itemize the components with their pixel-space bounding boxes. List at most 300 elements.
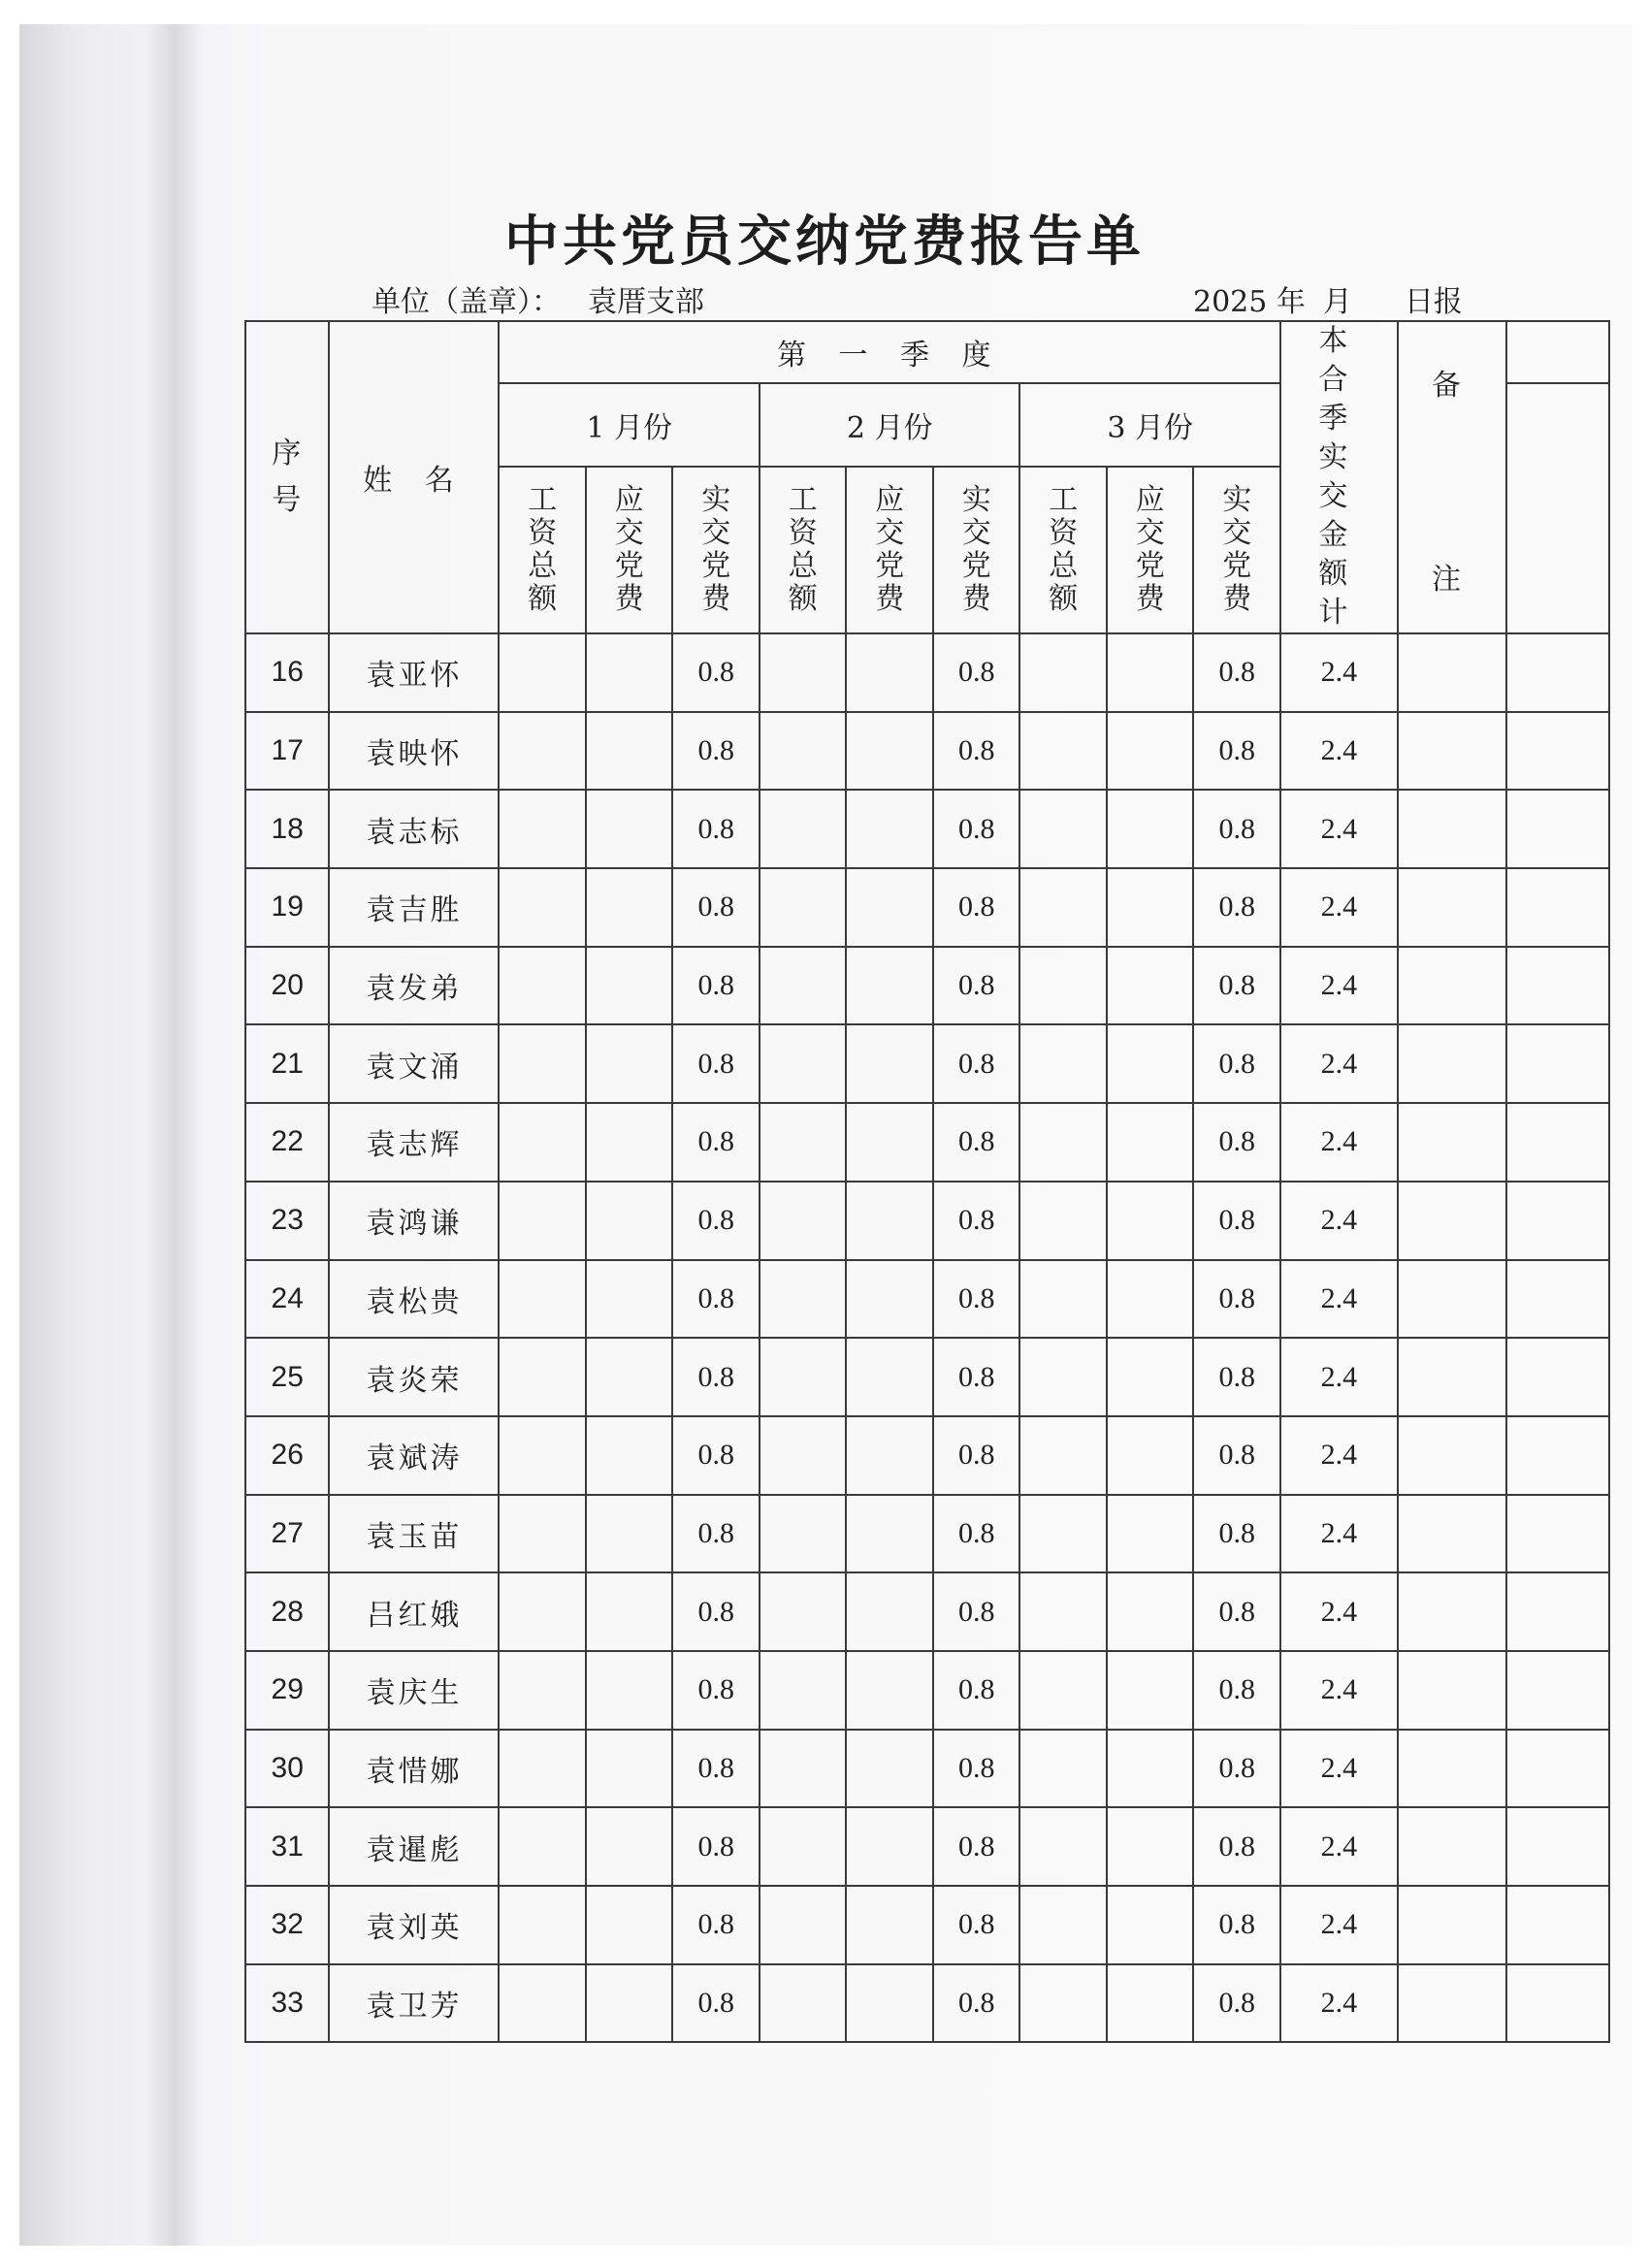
cell-m1-salary (499, 712, 586, 791)
cell-m1-salary (499, 1730, 586, 1808)
cell-m3-due (1107, 633, 1194, 712)
cell-m1-due (586, 1886, 673, 1964)
cell-m3-salary (1019, 1338, 1107, 1416)
cell-m1-due (586, 712, 673, 791)
cell-remark (1398, 1964, 1507, 2043)
cell-name: 袁惜娜 (329, 1730, 499, 1808)
table-row (245, 1182, 1609, 1260)
unit-name: 袁厝支部 (588, 285, 704, 319)
cell-extra (1506, 1572, 1609, 1651)
cell-seq: 32 (245, 1886, 329, 1964)
table-body (245, 633, 1609, 2042)
cell-m1-due (586, 1651, 673, 1730)
header-month-3: 3 月份 (1019, 383, 1280, 467)
cell-total: 2.4 (1280, 1807, 1398, 1886)
cell-m3-paid: 0.8 (1193, 790, 1280, 868)
cell-name: 袁鸿谦 (329, 1182, 499, 1260)
cell-m3-due (1107, 790, 1194, 868)
cell-m3-due (1107, 1495, 1194, 1573)
cell-name: 袁志标 (329, 790, 499, 868)
cell-m2-due (846, 1182, 933, 1260)
cell-m2-paid: 0.8 (933, 712, 1020, 791)
cell-m2-due (846, 1651, 933, 1730)
cell-m2-due (846, 1103, 933, 1182)
cell-seq: 28 (245, 1572, 329, 1651)
cell-m2-salary (760, 1730, 847, 1808)
cell-extra (1506, 1024, 1609, 1103)
cell-m3-paid: 0.8 (1193, 633, 1280, 712)
cell-name: 袁庆生 (329, 1651, 499, 1730)
cell-total: 2.4 (1280, 1572, 1398, 1651)
cell-m1-due (586, 1024, 673, 1103)
table-row (245, 712, 1609, 791)
unit-line (372, 277, 704, 320)
cell-m2-paid: 0.8 (933, 1964, 1020, 2043)
cell-m1-due (586, 1807, 673, 1886)
cell-total: 2.4 (1280, 1495, 1398, 1573)
cell-m2-due (846, 1416, 933, 1495)
cell-m3-salary (1019, 1572, 1107, 1651)
cell-name: 袁发弟 (329, 947, 499, 1025)
cell-m3-due (1107, 1964, 1194, 2043)
cell-m3-salary (1019, 1495, 1107, 1573)
cell-m3-paid: 0.8 (1193, 1730, 1280, 1808)
header-remark-2: 注 (1432, 563, 1472, 597)
cell-m2-paid: 0.8 (933, 1495, 1020, 1573)
cell-seq: 16 (245, 633, 329, 712)
cell-extra (1506, 1416, 1609, 1495)
cell-m1-salary (499, 1182, 586, 1260)
cell-m3-salary (1019, 1024, 1107, 1103)
cell-extra (1506, 1730, 1609, 1808)
table-row (245, 633, 1609, 712)
cell-m3-due (1107, 1182, 1194, 1260)
cell-extra (1506, 1495, 1609, 1573)
cell-m3-salary (1019, 868, 1107, 947)
cell-name: 袁刘英 (329, 1886, 499, 1964)
cell-seq: 33 (245, 1964, 329, 2043)
cell-total: 2.4 (1280, 1024, 1398, 1103)
report-day: 日报 (1404, 285, 1463, 319)
cell-name: 袁志辉 (329, 1103, 499, 1182)
cell-m2-salary (760, 1338, 847, 1416)
cell-m2-due (846, 790, 933, 868)
cell-m3-paid: 0.8 (1193, 1260, 1280, 1339)
cell-total: 2.4 (1280, 947, 1398, 1025)
header-extra-bottom (1506, 383, 1609, 633)
cell-m2-paid: 0.8 (933, 1182, 1020, 1260)
cell-m1-paid: 0.8 (672, 1024, 760, 1103)
header-month-2: 2 月份 (760, 383, 1020, 467)
cell-m2-due (846, 1338, 933, 1416)
header-name: 姓 名 (329, 321, 499, 633)
cell-seq: 31 (245, 1807, 329, 1886)
cell-m3-due (1107, 1730, 1194, 1808)
cell-remark (1398, 1103, 1507, 1182)
cell-m1-salary (499, 1024, 586, 1103)
cell-m2-due (846, 1572, 933, 1651)
table-row (245, 1730, 1609, 1808)
cell-m2-paid: 0.8 (933, 1886, 1020, 1964)
cell-m1-paid: 0.8 (672, 1651, 760, 1730)
cell-total: 2.4 (1280, 1651, 1398, 1730)
cell-m3-paid: 0.8 (1193, 1338, 1280, 1416)
cell-name: 袁亚怀 (329, 633, 499, 712)
cell-m3-paid: 0.8 (1193, 1495, 1280, 1573)
header-seq: 序号 (245, 321, 329, 633)
cell-m3-salary (1019, 790, 1107, 868)
cell-m1-salary (499, 947, 586, 1025)
cell-extra (1506, 633, 1609, 712)
cell-m2-due (846, 868, 933, 947)
cell-m2-paid: 0.8 (933, 1651, 1020, 1730)
cell-m1-paid: 0.8 (672, 1103, 760, 1182)
cell-m3-due (1107, 712, 1194, 791)
cell-total: 2.4 (1280, 1886, 1398, 1964)
cell-m3-due (1107, 1260, 1194, 1339)
cell-m1-due (586, 868, 673, 947)
cell-m2-salary (760, 633, 847, 712)
cell-seq: 20 (245, 947, 329, 1025)
cell-m1-paid: 0.8 (672, 1182, 760, 1260)
header-m1-salary: 工资总额 (499, 467, 586, 633)
cell-m1-salary (499, 1260, 586, 1339)
cell-m2-due (846, 1964, 933, 2043)
cell-m1-due (586, 947, 673, 1025)
cell-seq: 19 (245, 868, 329, 947)
header-m3-due: 应交党费 (1107, 467, 1194, 633)
cell-m3-paid: 0.8 (1193, 1651, 1280, 1730)
cell-remark (1398, 1182, 1507, 1260)
cell-remark (1398, 1572, 1507, 1651)
cell-m3-due (1107, 1807, 1194, 1886)
cell-name: 袁炎荣 (329, 1338, 499, 1416)
cell-seq: 26 (245, 1416, 329, 1495)
cell-seq: 29 (245, 1651, 329, 1730)
cell-m3-due (1107, 1572, 1194, 1651)
cell-m2-due (846, 947, 933, 1025)
cell-total: 2.4 (1280, 1730, 1398, 1808)
cell-m1-salary (499, 633, 586, 712)
cell-m3-salary (1019, 1807, 1107, 1886)
header-month-1: 1 月份 (499, 383, 760, 467)
cell-m2-salary (760, 1886, 847, 1964)
cell-m1-paid: 0.8 (672, 1260, 760, 1339)
cell-m1-paid: 0.8 (672, 1807, 760, 1886)
cell-m3-paid: 0.8 (1193, 1024, 1280, 1103)
cell-m1-paid: 0.8 (672, 712, 760, 791)
cell-m2-paid: 0.8 (933, 868, 1020, 947)
cell-m2-paid: 0.8 (933, 633, 1020, 712)
cell-seq: 21 (245, 1024, 329, 1103)
cell-m2-due (846, 1886, 933, 1964)
cell-remark (1398, 790, 1507, 868)
cell-m1-due (586, 1964, 673, 2043)
cell-remark (1398, 1730, 1507, 1808)
cell-m3-salary (1019, 1964, 1107, 2043)
cell-m1-paid: 0.8 (672, 1338, 760, 1416)
cell-m2-due (846, 1260, 933, 1339)
cell-total: 2.4 (1280, 1964, 1398, 2043)
header-total: 本合季实交金额计 (1280, 321, 1398, 633)
cell-remark (1398, 1886, 1507, 1964)
paper-fold-shadow (146, 24, 204, 2246)
cell-m1-due (586, 790, 673, 868)
cell-m3-paid: 0.8 (1193, 1572, 1280, 1651)
table-row (245, 947, 1609, 1025)
cell-total: 2.4 (1280, 1103, 1398, 1182)
cell-m1-due (586, 1260, 673, 1339)
cell-total: 2.4 (1280, 633, 1398, 712)
cell-m1-due (586, 1495, 673, 1573)
cell-m1-due (586, 1182, 673, 1260)
table-row (245, 1572, 1609, 1651)
cell-m3-salary (1019, 1260, 1107, 1339)
cell-m3-paid: 0.8 (1193, 1807, 1280, 1886)
cell-remark (1398, 1416, 1507, 1495)
header-m2-paid: 实交党费 (933, 467, 1020, 633)
header-extra-top (1506, 321, 1609, 383)
cell-remark (1398, 712, 1507, 791)
cell-m1-paid: 0.8 (672, 790, 760, 868)
cell-m2-paid: 0.8 (933, 1807, 1020, 1886)
cell-total: 2.4 (1280, 712, 1398, 791)
cell-extra (1506, 1338, 1609, 1416)
table-row (245, 1807, 1609, 1886)
table-header (245, 321, 1609, 633)
cell-m2-paid: 0.8 (933, 1338, 1020, 1416)
cell-m1-salary (499, 1103, 586, 1182)
cell-extra (1506, 790, 1609, 868)
cell-remark (1398, 1338, 1507, 1416)
cell-seq: 17 (245, 712, 329, 791)
cell-m1-paid: 0.8 (672, 1416, 760, 1495)
header-remark (1398, 321, 1507, 633)
cell-extra (1506, 947, 1609, 1025)
cell-m3-paid: 0.8 (1193, 1182, 1280, 1260)
cell-m1-paid: 0.8 (672, 1730, 760, 1808)
cell-total: 2.4 (1280, 868, 1398, 947)
cell-remark (1398, 1651, 1507, 1730)
cell-m3-due (1107, 1651, 1194, 1730)
table-row (245, 1103, 1609, 1182)
cell-seq: 27 (245, 1495, 329, 1573)
cell-m1-salary (499, 1964, 586, 2043)
cell-m1-paid: 0.8 (672, 868, 760, 947)
cell-m2-paid: 0.8 (933, 1103, 1020, 1182)
cell-m2-salary (760, 1964, 847, 2043)
cell-m3-paid: 0.8 (1193, 1103, 1280, 1182)
unit-label: 单位（盖章）： (372, 285, 561, 319)
header-m1-paid: 实交党费 (672, 467, 760, 633)
cell-m2-salary (760, 712, 847, 791)
cell-name: 袁映怀 (329, 712, 499, 791)
cell-extra (1506, 868, 1609, 947)
cell-m1-due (586, 1338, 673, 1416)
cell-m3-salary (1019, 712, 1107, 791)
cell-remark (1398, 868, 1507, 947)
cell-extra (1506, 1103, 1609, 1182)
cell-m1-due (586, 1572, 673, 1651)
cell-m3-salary (1019, 633, 1107, 712)
cell-m3-salary (1019, 1182, 1107, 1260)
cell-m1-paid: 0.8 (672, 947, 760, 1025)
cell-m1-paid: 0.8 (672, 633, 760, 712)
cell-remark (1398, 1260, 1507, 1339)
cell-m1-due (586, 1103, 673, 1182)
table-row (245, 1964, 1609, 2043)
cell-seq: 25 (245, 1338, 329, 1416)
cell-m1-salary (499, 1338, 586, 1416)
cell-m2-salary (760, 1651, 847, 1730)
cell-m1-salary (499, 790, 586, 868)
cell-name: 袁松贵 (329, 1260, 499, 1339)
cell-m2-paid: 0.8 (933, 1572, 1020, 1651)
cell-m2-due (846, 1024, 933, 1103)
cell-m2-due (846, 1730, 933, 1808)
cell-total: 2.4 (1280, 790, 1398, 868)
cell-name: 袁吉胜 (329, 868, 499, 947)
cell-m3-due (1107, 1886, 1194, 1964)
cell-m2-paid: 0.8 (933, 1260, 1020, 1339)
cell-m3-due (1107, 868, 1194, 947)
table-row (245, 1024, 1609, 1103)
table-row (245, 1260, 1609, 1339)
cell-extra (1506, 1651, 1609, 1730)
cell-m1-salary (499, 868, 586, 947)
cell-m1-salary (499, 1886, 586, 1964)
cell-m3-salary (1019, 1651, 1107, 1730)
cell-m1-salary (499, 1495, 586, 1573)
cell-total: 2.4 (1280, 1260, 1398, 1339)
cell-m3-due (1107, 1103, 1194, 1182)
header-m2-due: 应交党费 (846, 467, 933, 633)
cell-m3-paid: 0.8 (1193, 1886, 1280, 1964)
cell-m2-paid: 0.8 (933, 947, 1020, 1025)
cell-remark (1398, 633, 1507, 712)
cell-name: 袁暹彪 (329, 1807, 499, 1886)
cell-m2-salary (760, 1572, 847, 1651)
table-row (245, 1886, 1609, 1964)
cell-name: 吕红娥 (329, 1572, 499, 1651)
cell-m2-due (846, 633, 933, 712)
cell-extra (1506, 1807, 1609, 1886)
cell-m1-due (586, 1416, 673, 1495)
cell-m3-paid: 0.8 (1193, 712, 1280, 791)
cell-m1-salary (499, 1572, 586, 1651)
cell-m3-salary (1019, 1416, 1107, 1495)
cell-name: 袁文涌 (329, 1024, 499, 1103)
document-title: 中共党员交纳党费报告单 (504, 211, 1145, 274)
cell-extra (1506, 712, 1609, 791)
cell-total: 2.4 (1280, 1416, 1398, 1495)
table-row (245, 1651, 1609, 1730)
cell-m2-due (846, 1495, 933, 1573)
cell-m2-paid: 0.8 (933, 1730, 1020, 1808)
cell-m3-paid: 0.8 (1193, 1964, 1280, 2043)
cell-m1-salary (499, 1807, 586, 1886)
cell-m3-paid: 0.8 (1193, 1416, 1280, 1495)
cell-m2-salary (760, 868, 847, 947)
cell-extra (1506, 1182, 1609, 1260)
cell-m2-salary (760, 947, 847, 1025)
cell-m3-due (1107, 1024, 1194, 1103)
table-row (245, 868, 1609, 947)
cell-extra (1506, 1964, 1609, 2043)
cell-m1-paid: 0.8 (672, 1886, 760, 1964)
cell-extra (1506, 1260, 1609, 1339)
cell-m1-salary (499, 1651, 586, 1730)
cell-seq: 22 (245, 1103, 329, 1182)
cell-m1-salary (499, 1416, 586, 1495)
cell-name: 袁斌涛 (329, 1416, 499, 1495)
table-row (245, 1495, 1609, 1573)
cell-m1-paid: 0.8 (672, 1572, 760, 1651)
cell-m3-paid: 0.8 (1193, 947, 1280, 1025)
cell-m3-due (1107, 1416, 1194, 1495)
cell-m3-salary (1019, 1730, 1107, 1808)
report-month: 月 (1322, 285, 1352, 319)
cell-m3-salary (1019, 947, 1107, 1025)
table-row (245, 1416, 1609, 1495)
cell-name: 袁玉苗 (329, 1495, 499, 1573)
cell-m2-salary (760, 1495, 847, 1573)
cell-m2-paid: 0.8 (933, 1416, 1020, 1495)
cell-remark (1398, 947, 1507, 1025)
dues-report-table (244, 320, 1610, 2043)
cell-name: 袁卫芳 (329, 1964, 499, 2043)
header-m2-salary: 工资总额 (760, 467, 847, 633)
cell-m2-salary (760, 1182, 847, 1260)
report-year: 2025 年 (1193, 285, 1306, 319)
cell-m1-due (586, 633, 673, 712)
cell-total: 2.4 (1280, 1182, 1398, 1260)
cell-remark (1398, 1807, 1507, 1886)
cell-m1-paid: 0.8 (672, 1964, 760, 2043)
cell-m3-paid: 0.8 (1193, 868, 1280, 947)
cell-extra (1506, 1886, 1609, 1964)
header-m1-due: 应交党费 (586, 467, 673, 633)
cell-m2-paid: 0.8 (933, 790, 1020, 868)
header-m3-salary: 工资总额 (1019, 467, 1107, 633)
header-m3-paid: 实交党费 (1193, 467, 1280, 633)
cell-m2-salary (760, 1416, 847, 1495)
cell-remark (1398, 1495, 1507, 1573)
cell-m2-salary (760, 1103, 847, 1182)
cell-seq: 24 (245, 1260, 329, 1339)
cell-seq: 30 (245, 1730, 329, 1808)
cell-m1-paid: 0.8 (672, 1495, 760, 1573)
cell-m2-due (846, 712, 933, 791)
cell-m3-due (1107, 947, 1194, 1025)
cell-m2-salary (760, 1260, 847, 1339)
table-row (245, 790, 1609, 868)
cell-total: 2.4 (1280, 1338, 1398, 1416)
cell-m1-due (586, 1730, 673, 1808)
cell-m2-salary (760, 1024, 847, 1103)
report-date (1193, 277, 1463, 320)
table-row (245, 1338, 1609, 1416)
cell-seq: 23 (245, 1182, 329, 1260)
cell-m2-salary (760, 1807, 847, 1886)
cell-m3-salary (1019, 1886, 1107, 1964)
header-remark-1: 备 (1432, 369, 1472, 403)
cell-m2-salary (760, 790, 847, 868)
cell-m3-salary (1019, 1103, 1107, 1182)
header-season: 第 一 季 度 (499, 321, 1280, 383)
cell-seq: 18 (245, 790, 329, 868)
cell-remark (1398, 1024, 1507, 1103)
